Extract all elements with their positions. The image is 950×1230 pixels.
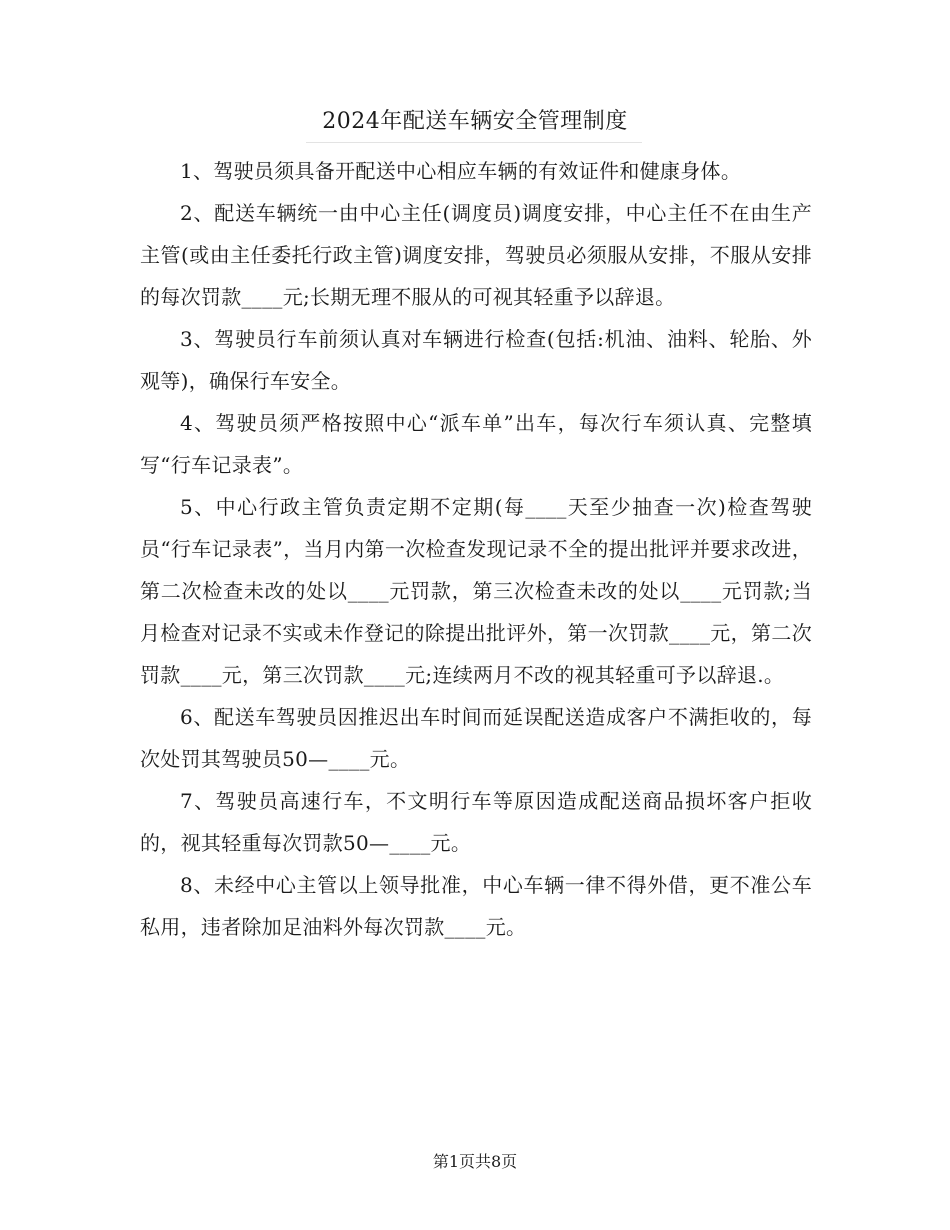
title-underline [306, 142, 642, 143]
clause-1: 1、驾驶员须具备开配送中心相应车辆的有效证件和健康身体。 [180, 159, 742, 183]
clause-8: 8、未经中心主管以上领导批准，中心车辆一律不得外借，更不准公车私用，违者除加足油料外每次罚款____元。 [140, 873, 812, 939]
clause-6: 6、配送车驾驶员因推迟出车时间而延误配送造成客户不满拒收的，每次处罚其驾驶员50—____元。 [140, 705, 812, 771]
clause-7: 7、驾驶员高速行车，不文明行车等原因造成配送商品损坏客户拒收的，视其轻重每次罚款50—____元。 [140, 789, 812, 855]
page-number: 第1页共8页 [432, 1152, 518, 1171]
document-body [140, 150, 812, 948]
clause-5: 5、中心行政主管负责定期不定期(每____天至少抽查一次)检查驾驶员“行车记录表”，当月内第一次检查发现记录不全的提出批评并要求改进，第二次检查未改的处以____元罚款，第三次检查未改的处以____元罚款;当月检查对记录不实或未作登记的除提出批评外，第一次罚款____元，第二次罚款____元，第三次罚款____元;连续两月不改的视其轻重可予以辞退.。 [140, 495, 812, 687]
clause-2: 2、配送车辆统一由中心主任(调度员)调度安排，中心主任不在由生产主管(或由主任委托行政主管)调度安排，驾驶员必须服从安排，不服从安排的每次罚款____元;长期无理不服从的可视其轻重予以辞退。 [140, 201, 812, 309]
clause-3: 3、驾驶员行车前须认真对车辆进行检查(包括:机油、油料、轮胎、外观等)，确保行车安全。 [140, 327, 812, 393]
document-title: 2024年配送车辆安全管理制度 [322, 109, 628, 134]
clause-4: 4、驾驶员须严格按照中心“派车单”出车，每次行车须认真、完整填写“行车记录表”。 [140, 411, 812, 477]
